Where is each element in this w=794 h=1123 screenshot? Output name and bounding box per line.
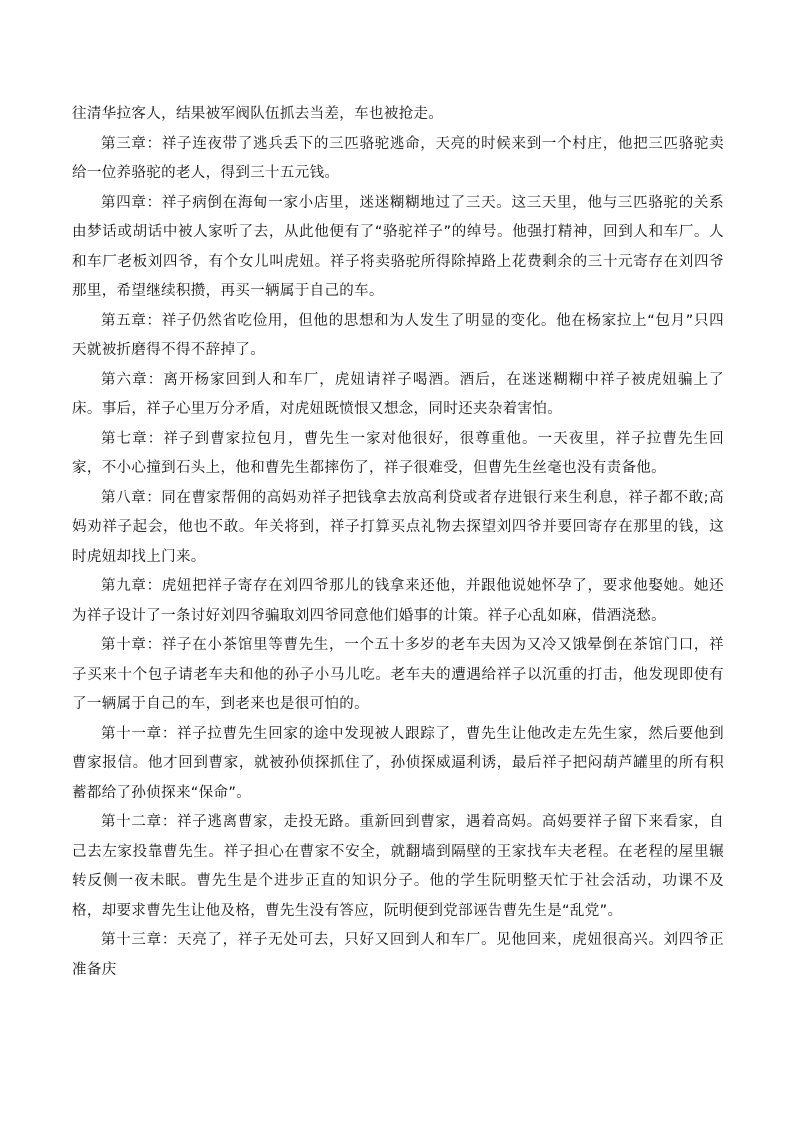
paragraph-chapter-3: 第三章：祥子连夜带了逃兵丢下的三匹骆驼逃命，天亮的时候来到一个村庄，他把三匹骆驼卖给一位养骆驼的老人，得到三十五元钱。 bbox=[72, 135, 724, 181]
paragraph-chapter-7: 第七章：祥子到曹家拉包月，曹先生一家对他很好，很尊重他。一天夜里，祥子拉曹先生回家，不小心撞到石头上，他和曹先生都摔伤了，祥子很难受，但曹先生丝毫也没有责备他。 bbox=[72, 430, 724, 476]
document-body bbox=[72, 100, 724, 985]
paragraph-chapter-2-end: 往清华拉客人，结果被军阀队伍抓去当差，车也被抢走。 bbox=[72, 106, 444, 122]
paragraph-chapter-8: 第八章：同在曹家帮佣的高妈劝祥子把钱拿去放高利贷或者存进银行来生利息，祥子都不敢;高妈劝祥子起会，他也不敢。年关将到，祥子打算买点礼物去探望刘四爷并要回寄存在那里的钱，这时虎妞却找上门来。 bbox=[72, 489, 724, 565]
paragraph-chapter-12: 第十二章：祥子逃离曹家，走投无路。重新回到曹家，遇着高妈。高妈要祥子留下来看家，自己去左家投靠曹先生。祥子担心在曹家不安全，就翻墙到隔壁的王家找车夫老程。在老程的屋里辗转反侧一夜未眠。曹先生是个进步正直的知识分子。他的学生阮明整天忙于社会活动，功课不及格，却要求曹先生让他及格，曹先生没有答应，阮明便到党部诬告曹先生是“乱党”。 bbox=[72, 814, 724, 919]
paragraph-chapter-4: 第四章：祥子病倒在海甸一家小店里，迷迷糊糊地过了三天。这三天里，他与三匹骆驼的关系由梦话或胡话中被人家听了去，从此他便有了“骆驼祥子”的绰号。他强打精神，回到人和车厂。人和车厂老板刘四爷，有个女儿叫虎妞。祥子将卖骆驼所得除掉路上花费剩余的三十元寄存在刘四爷那里，希望继续积攒，再买一辆属于自己的车。 bbox=[72, 194, 724, 299]
paragraph-chapter-13: 第十三章：天亮了，祥子无处可去，只好又回到人和车厂。见他回来，虎妞很高兴。刘四爷正准备庆 bbox=[72, 932, 724, 978]
paragraph-chapter-6: 第六章：离开杨家回到人和车厂，虎妞请祥子喝酒。酒后，在迷迷糊糊中祥子被虎妞骗上了床。事后，祥子心里万分矛盾，对虎妞既愤恨又想念，同时还夹杂着害怕。 bbox=[72, 371, 724, 417]
paragraph-chapter-9: 第九章：虎妞把祥子寄存在刘四爷那儿的钱拿来还他，并跟他说她怀孕了，要求他娶她。她还为祥子设计了一条讨好刘四爷骗取刘四爷同意他们婚事的计策。祥子心乱如麻，借酒浇愁。 bbox=[72, 578, 724, 624]
paragraph-chapter-5: 第五章：祥子仍然省吃俭用，但他的思想和为人发生了明显的变化。他在杨家拉上“包月”只四天就被折磨得不得不辞掉了。 bbox=[72, 312, 724, 358]
paragraph-chapter-10: 第十章：祥子在小茶馆里等曹先生，一个五十多岁的老车夫因为又冷又饿晕倒在茶馆门口，祥子买来十个包子请老车夫和他的孙子小马儿吃。老车夫的遭遇给祥子以沉重的打击，他发现即使有了一辆属于自己的车，到老来也是很可怕的。 bbox=[72, 637, 724, 712]
paragraph-chapter-11: 第十一章：祥子拉曹先生回家的途中发现被人跟踪了，曹先生让他改走左先生家，然后要他到曹家报信。他才回到曹家，就被孙侦探抓住了，孙侦探威逼利诱，最后祥子把闷葫芦罐里的所有积蓄都给了孙侦探来“保命”。 bbox=[72, 725, 724, 801]
